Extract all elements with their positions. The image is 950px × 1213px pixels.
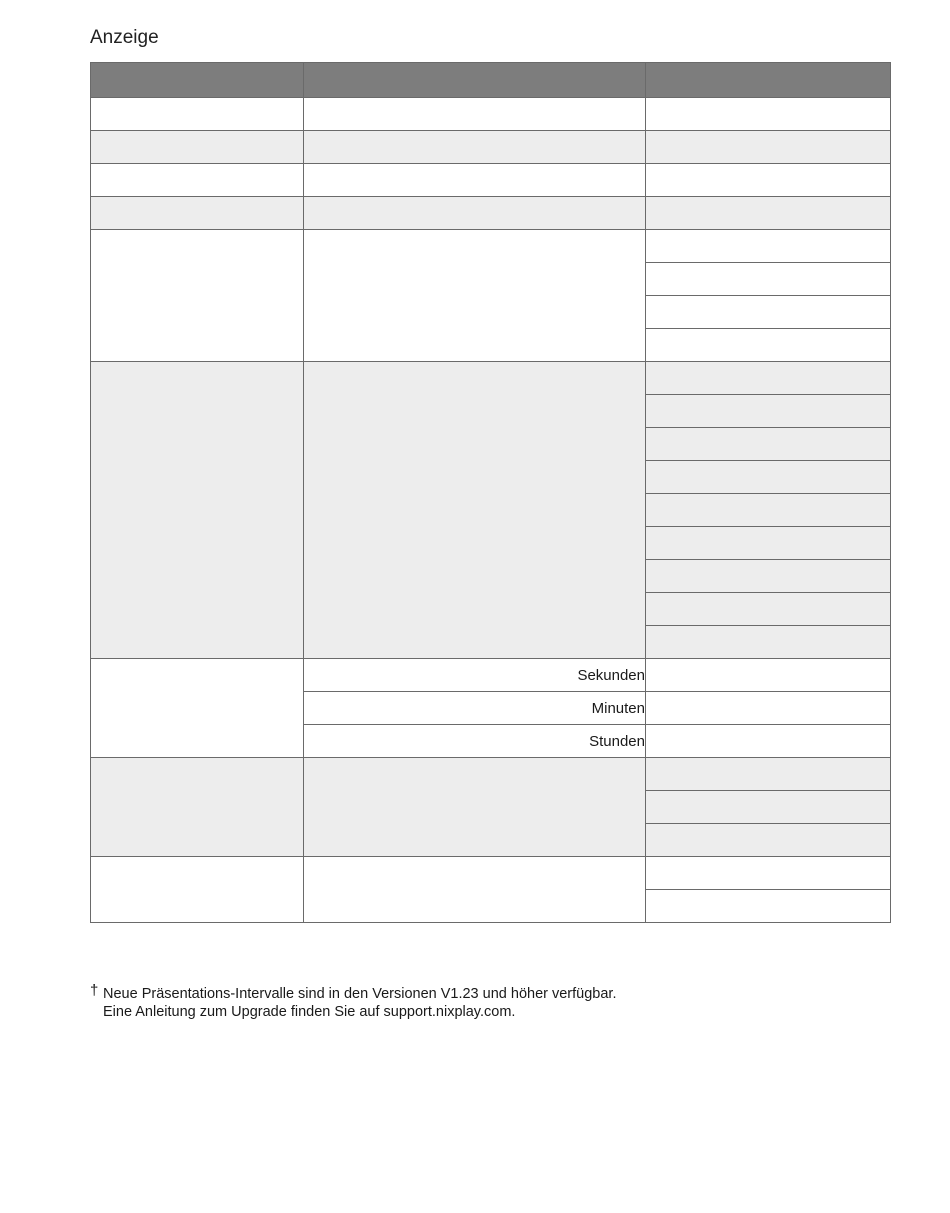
table-cell <box>304 230 646 362</box>
table-cell <box>91 659 304 758</box>
table-cell <box>646 164 891 197</box>
footnote-dagger-symbol: † <box>90 982 99 999</box>
table-cell <box>646 428 891 461</box>
table-cell <box>646 98 891 131</box>
header-cell-value <box>646 63 891 98</box>
table-cell <box>304 197 646 230</box>
table-cell <box>646 296 891 329</box>
table-cell <box>91 362 304 659</box>
table-cell <box>646 230 891 263</box>
table-cell <box>91 98 304 131</box>
header-cell-description <box>304 63 646 98</box>
table-row <box>91 131 891 164</box>
settings-table <box>90 62 891 923</box>
table-cell <box>646 758 891 791</box>
table-cell <box>646 791 891 824</box>
table-cell <box>304 131 646 164</box>
table-cell <box>646 692 891 725</box>
table-cell <box>646 725 891 758</box>
table-cell <box>646 593 891 626</box>
table-cell <box>646 857 891 890</box>
table-row <box>91 164 891 197</box>
table-cell <box>646 461 891 494</box>
table-row <box>91 98 891 131</box>
table-cell <box>91 197 304 230</box>
table-row <box>91 197 891 230</box>
table-row <box>91 857 891 890</box>
unit-hours-label: Stunden <box>304 725 646 758</box>
table-cell <box>646 263 891 296</box>
table-cell <box>91 131 304 164</box>
table-row <box>91 758 891 791</box>
header-cell-setting <box>91 63 304 98</box>
table-cell <box>91 857 304 923</box>
footnote-line-1: Neue Präsentations-Intervalle sind in den Versionen V1.23 und höher verfügbar. <box>103 986 617 1002</box>
table-cell <box>646 527 891 560</box>
footnote <box>90 982 617 1021</box>
table-cell <box>646 659 891 692</box>
table-cell <box>304 164 646 197</box>
table-cell <box>304 857 646 923</box>
table-row <box>91 659 891 692</box>
table-cell <box>646 395 891 428</box>
footnote-line-2: Eine Anleitung zum Upgrade finden Sie auf support.nixplay.com. <box>103 1004 516 1020</box>
table-cell <box>646 890 891 923</box>
table-cell <box>646 131 891 164</box>
table-cell <box>646 329 891 362</box>
table-row <box>91 230 891 263</box>
unit-seconds-label: Sekunden <box>304 659 646 692</box>
table-cell <box>304 98 646 131</box>
table-cell <box>646 560 891 593</box>
table-cell <box>91 230 304 362</box>
table-cell <box>646 494 891 527</box>
table-header-row <box>91 63 891 98</box>
table-cell <box>646 197 891 230</box>
table-cell <box>646 362 891 395</box>
table-cell <box>91 164 304 197</box>
table-cell <box>304 362 646 659</box>
table-cell <box>304 758 646 857</box>
table-cell <box>646 626 891 659</box>
table-cell <box>91 758 304 857</box>
table-row <box>91 362 891 395</box>
unit-minutes-label: Minuten <box>304 692 646 725</box>
page-title: Anzeige <box>90 27 159 48</box>
table-cell <box>646 824 891 857</box>
